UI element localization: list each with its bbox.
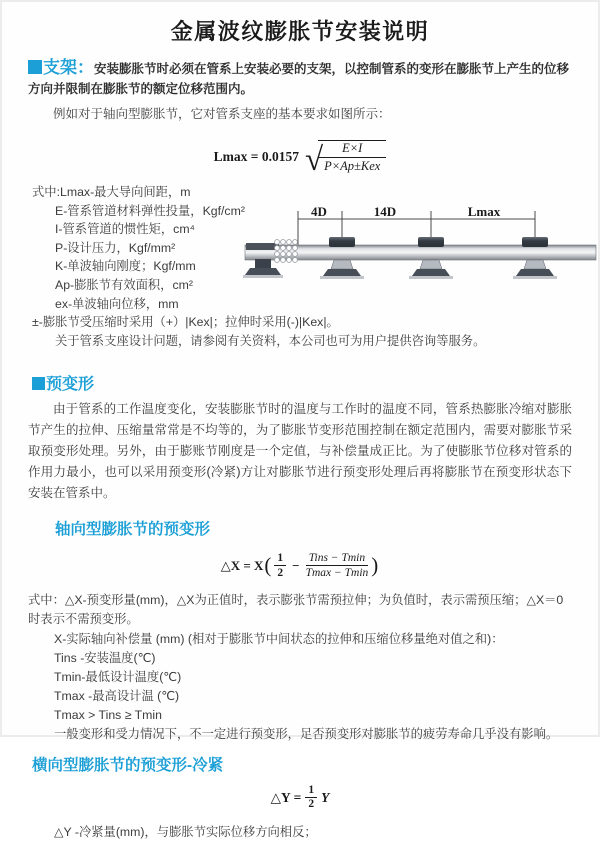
close-paren: ) (371, 552, 379, 577)
temperature-fraction: Tins − Tmin Tmax − Tmin (305, 552, 369, 579)
support-heading-label: 支架： (43, 58, 94, 77)
definition-line: P-设计压力，Kgf/mm² (55, 240, 176, 255)
lmax-formula-numerator: E×I (318, 141, 386, 158)
definition-line: 关于管系支座设计问题，请参阅有关资料，本公司也可为用户提供咨询等服务。 (55, 333, 486, 348)
dim-label-14d: 14D (373, 207, 397, 219)
axial-note: Tins -安装温度(℃) (54, 650, 156, 665)
definition-line: Ap-膨胀节有效面积，cm² (55, 277, 193, 292)
axial-subheading: 轴向型膨胀节的预变形 (55, 521, 211, 538)
blue-square-icon (32, 377, 45, 390)
sqrt-fraction (318, 140, 386, 174)
pipe-support-diagram (243, 207, 598, 289)
support-example-line: 例如对于轴向型膨胀节，它对管系支座的基本要求如图所示： (53, 107, 391, 121)
lateral-note: △Y -冷紧量(mm)，与膨胀节实际位移方向相反； (54, 824, 317, 839)
one-half-fraction: 1 2 (274, 552, 286, 580)
page-title: 金属波纹膨胀节安装说明 (170, 19, 430, 44)
lateral-subheading: 横向型膨胀节的预变形-冷紧 (32, 756, 224, 774)
dim-label-lmax: Lmax (467, 207, 501, 219)
lateral-formula-rhs: Y (321, 789, 330, 805)
blue-square-icon (28, 60, 42, 74)
lmax-formula-lhs: Lmax = 0.0157 (213, 149, 299, 164)
lateral-formula-lhs: △Y = (270, 789, 302, 805)
support-intro-text: 安装膨胀节时必须在管系上安装必要的支架，以控制管系的变形在膨胀节上产生的位移方向并限制在膨胀节的额定位移范围内。 (28, 62, 570, 96)
axial-note: Tmax -最高设计温 (℃) (54, 688, 180, 703)
lmax-formula (0, 137, 600, 177)
definition-line: 式中:Lmax-最大导向间距，m (32, 185, 191, 199)
open-paren: ( (264, 552, 272, 577)
definition-line: E-管系管道材料弹性投量，Kgf/cm² (55, 203, 245, 218)
axial-note: 式中：△X-预变形量(mm)，△X为正值时，表示膨张节需预拉伸；为负值时，表示需预压缩；△X＝0时表示不需预变形。 (28, 593, 564, 626)
definition-line: ±-膨胀节受压缩时采用（+）|Kex|；拉伸时采用(-)|Kex|。 (32, 315, 339, 330)
lateral-predeform-formula (0, 783, 600, 813)
predeform-paragraph: 由于管系的工作温度变化，安装膨胀节时的温度与工作时的温度不同，管系热膨胀冷缩对膨胀节产生的拉伸、压缩量常常是不均等的，为了膨胀节变形范围控制在额定范围内，需要对膨胀节采取预变形处理。另外，由于膨账节刚度是一个定值，与补偿量成正比。为了使膨胀节位移对管系的作用力最小，也可以采用预变形(冷紧)方让对膨胀节进行预变形处理后再将膨胀节在预变形状态下安装在管系中。 (28, 402, 572, 500)
one-half-fraction: $\frac{1}{2}$ (305, 784, 317, 812)
definitions-and-diagram (0, 183, 600, 359)
axial-formula-lhs: △X = X (220, 558, 264, 573)
minus-sign: − (292, 558, 300, 573)
dim-label-4d: 4D (311, 207, 327, 219)
axial-note: X-实际轴向补偿量 (mm) (相对于膨胀节中间状态的拉伸和压缩位移量绝对值之和)： (54, 631, 504, 646)
definition-line: K-单波轴向刚度；Kgf/mm (55, 259, 196, 274)
definition-line: ex-单波轴向位移，mm (55, 296, 179, 311)
axial-predeform-formula (0, 549, 600, 583)
sqrt-symbol: √ (304, 142, 324, 178)
axial-note: Tmax > Tins ≥ Tmin (54, 707, 162, 722)
predeform-section-heading (32, 371, 600, 394)
lmax-formula-denominator: P×Ap±Kex (324, 159, 381, 173)
support-section-heading (28, 58, 94, 77)
axial-note: Tmin-最低设计温度(℃) (54, 669, 182, 684)
definition-line: I-管系管道的惯性矩，cm⁴ (55, 222, 195, 237)
support-intro-paragraph (28, 58, 572, 99)
axial-note: 一般变形和受力情况下，不一定进行预变形，足否预变形对膨胀节的疲劳寿命几乎没有影响。 (54, 726, 559, 741)
predeform-heading-label: 预变形 (46, 376, 95, 393)
